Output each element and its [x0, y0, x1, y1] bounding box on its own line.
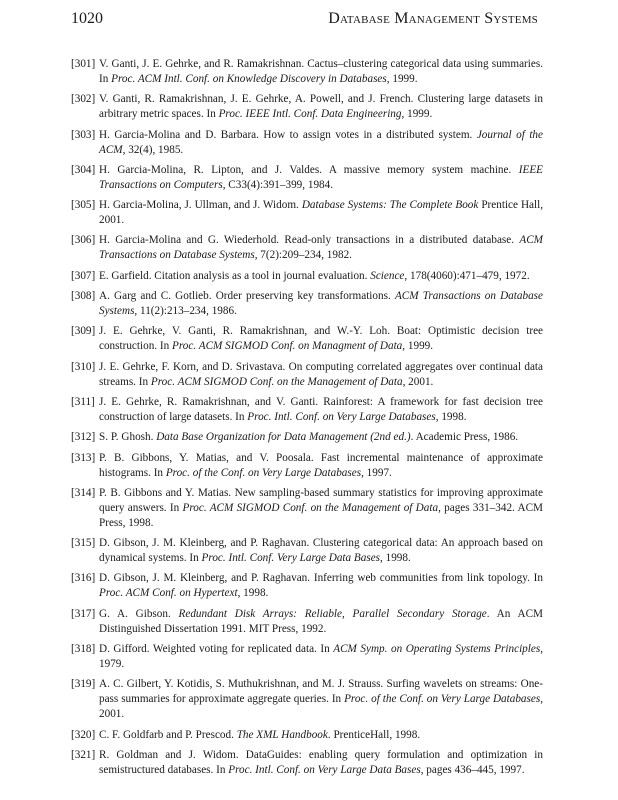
reference-segment: H. Garcia-Molina, J. Ullman, and J. Widom. [99, 199, 302, 212]
reference-number: [302] [71, 93, 96, 106]
reference-entry [71, 57, 543, 87]
reference-venue: Proc. IEEE Intl. Conf. Data Engineering [218, 108, 402, 121]
reference-venue: Database Systems: The Complete Book [301, 199, 479, 212]
reference-text [99, 198, 543, 228]
reference-segment: V. Ganti, R. Ramakrishnan, J. E. Gehrke, A. Powell, and J. French. Clustering large datasets in arbitrary metric spaces. In [99, 93, 543, 121]
page-number: 1020 [71, 10, 103, 27]
reference-venue: ACM Transactions on Database Systems [99, 234, 543, 262]
reference-number: [318] [71, 643, 96, 656]
reference-entry [71, 486, 543, 531]
reference-segment: P. B. Gibbons and Y. Matias. New sampling-based summary statistics for improving approximate query answers. In [99, 486, 543, 514]
reference-number: [305] [71, 199, 96, 212]
reference-venue: ACM Transactions on Database Systems [99, 290, 543, 318]
reference-number: [310] [71, 360, 96, 373]
reference-segment: , 1999. [386, 73, 418, 85]
reference-segment: G. A. Gibson. [99, 607, 179, 620]
reference-venue: Proc. Intl. Conf. on Very Large Data Bases [228, 763, 421, 776]
reference-venue: Proc. Intl. Conf. Very Large Data Bases [201, 552, 381, 565]
reference-entry [71, 233, 543, 263]
reference-text [99, 289, 543, 319]
reference-text [99, 233, 543, 263]
reference-segment: H. Garcia-Molina and G. Wiederhold. Read-only transactions in a distributed database. [99, 234, 520, 247]
reference-entry [71, 198, 543, 228]
reference-text [99, 607, 543, 637]
reference-venue: Proc. of the Conf. on Very Large Databases [344, 693, 541, 706]
reference-entry [71, 324, 543, 354]
reference-venue: Proc. ACM Intl. Conf. on Knowledge Discovery in Databases [111, 73, 387, 85]
reference-venue: Journal of the ACM [99, 128, 543, 156]
reference-segment: , 178(4060):471–479, 1972. [404, 269, 530, 282]
reference-venue: Redundant Disk Arrays: Reliable, Parallel Secondary Storage [178, 607, 487, 620]
reference-venue: Data Base Organization for Data Management (2nd ed.) [156, 431, 411, 444]
reference-venue: Proc. Intl. Conf. on Very Large Databases [247, 410, 436, 423]
reference-number: [303] [71, 128, 96, 141]
reference-number: [309] [71, 325, 96, 338]
reference-venue: IEEE Transactions on Computers [99, 163, 543, 191]
reference-number: [319] [71, 678, 96, 691]
reference-text [99, 128, 543, 158]
reference-entry [71, 571, 543, 601]
reference-entry [71, 360, 543, 390]
reference-text [99, 395, 543, 425]
reference-segment: , 1999. [402, 340, 434, 353]
reference-entry [71, 728, 543, 743]
reference-venue: The XML Handbook [236, 728, 328, 741]
reference-entry [71, 269, 543, 284]
reference-number: [316] [71, 572, 96, 585]
reference-segment: V. Ganti, J. E. Gehrke, and R. Ramakrishnan. Cactus–clustering categorical data using summaries. In [99, 58, 543, 85]
reference-segment: , pages 331–342. ACM Press, 1998. [99, 501, 544, 529]
reference-segment: , C33(4):391–399, 1984. [222, 178, 334, 191]
reference-segment: H. Garcia-Molina and D. Barbara. How to assign votes in a distributed system. [99, 128, 477, 141]
reference-number: [313] [71, 451, 96, 464]
running-title: Database Management Systems [328, 10, 538, 27]
reference-entry [71, 451, 543, 481]
reference-number: [314] [71, 486, 96, 499]
reference-number: [304] [71, 163, 96, 176]
reference-segment: . An ACM Distinguished Dissertation 1991. MIT Press, 1992. [99, 607, 543, 635]
reference-segment: , pages 436–445, 1997. [420, 763, 525, 776]
reference-entry [71, 395, 543, 425]
reference-text [99, 677, 543, 722]
reference-number: [317] [71, 607, 96, 620]
reference-segment: , 1997. [361, 466, 392, 479]
reference-text [99, 269, 543, 284]
reference-text [99, 430, 543, 445]
reference-entry [71, 92, 543, 122]
reference-segment: E. Garfield. Citation analysis as a tool in journal evaluation. [99, 269, 371, 282]
reference-segment: , 1998. [435, 410, 467, 423]
reference-text [99, 748, 543, 778]
reference-venue: Science [370, 269, 405, 282]
reference-venue: Proc. ACM Conf. on Hypertext [99, 587, 238, 600]
reference-number: [315] [71, 537, 96, 550]
reference-segment: . PrenticeHall, 1998. [327, 728, 421, 741]
reference-segment: H. Garcia-Molina, R. Lipton, and J. Valdes. A massive memory system machine. [99, 163, 519, 176]
reference-venue: Proc. ACM SIGMOD Conf. on the Management of Data [182, 501, 439, 514]
reference-segment: J. E. Gehrke, R. Ramakrishnan, and V. Ganti. Rainforest: A framework for fast decision tree construction of large datasets. In [99, 395, 543, 423]
reference-number: [307] [71, 269, 96, 282]
reference-segment: , 2001. [402, 375, 434, 388]
reference-number: [301] [71, 58, 96, 70]
reference-segment: , 1979. [99, 643, 543, 671]
reference-segment: Prentice Hall, 2001. [99, 199, 544, 227]
reference-segment: P. B. Gibbons, Y. Matias, and V. Poosala. Fast incremental maintenance of approximate histograms. In [99, 451, 543, 479]
reference-segment: , 7(2):209–234, 1982. [254, 249, 352, 262]
reference-venue: ACM Symp. on Operating Systems Principles [333, 643, 541, 656]
reference-text [99, 728, 543, 743]
reference-venue: Proc. ACM SIGMOD Conf. on Managment of Data [172, 340, 403, 353]
reference-number: [308] [71, 290, 96, 303]
reference-venue: Proc. ACM SIGMOD Conf. on the Management of Data [150, 375, 403, 388]
reference-segment: A. Garg and C. Gotlieb. Order preserving key transformations. [99, 290, 395, 303]
reference-entry [71, 748, 543, 778]
reference-segment: , 2001. [99, 693, 543, 721]
reference-segment: D. Gifford. Weighted voting for replicated data. In [99, 643, 334, 656]
reference-entry [71, 430, 543, 445]
reference-segment: . Academic Press, 1986. [410, 431, 519, 444]
reference-entry [71, 163, 543, 193]
reference-entry [71, 536, 543, 566]
reference-entry [71, 607, 543, 637]
page-header [71, 10, 538, 32]
reference-segment: , 1998. [380, 552, 411, 565]
reference-segment: J. E. Gehrke, F. Korn, and D. Srivastava. On computing correlated aggregates over continual data streams. In [99, 360, 543, 388]
reference-segment: , 1999. [401, 108, 433, 121]
reference-text [99, 360, 543, 390]
reference-text [99, 163, 543, 193]
reference-entry [71, 289, 543, 319]
reference-segment: D. Gibson, J. M. Kleinberg, and P. Raghavan. Inferring web communities from link topology. In [99, 572, 543, 585]
reference-venue: Proc. of the Conf. on Very Large Databases [165, 466, 362, 479]
reference-number: [306] [71, 234, 96, 247]
reference-segment: D. Gibson, J. M. Kleinberg, and P. Raghavan. Clustering categorical data: An approach based on dynamical systems. In [99, 537, 543, 565]
reference-segment: , 1998. [237, 587, 269, 600]
reference-text [99, 451, 543, 481]
reference-number: [320] [71, 728, 96, 741]
reference-segment: , 11(2):213–234, 1986. [134, 305, 237, 318]
reference-text [99, 536, 543, 566]
reference-text [99, 92, 543, 122]
reference-number: [311] [71, 395, 95, 408]
reference-list [71, 57, 543, 783]
reference-segment: C. F. Goldfarb and P. Prescod. [99, 728, 237, 741]
reference-segment: S. P. Ghosh. [99, 431, 157, 444]
reference-entry [71, 642, 543, 672]
reference-text [99, 571, 543, 601]
reference-entry [71, 677, 543, 722]
reference-text [99, 642, 543, 672]
reference-segment: R. Goldman and J. Widom. DataGuides: enabling query formulation and optimization in semistructured databases. In [99, 748, 543, 776]
reference-entry [71, 128, 543, 158]
reference-text [99, 57, 543, 87]
reference-segment: , 32(4), 1985. [122, 143, 184, 156]
reference-segment: A. C. Gilbert, Y. Kotidis, S. Muthukrishnan, and M. J. Strauss. Surfing wavelets on streams: One-pass summaries for approximate aggregate queries. In [99, 678, 543, 706]
reference-text [99, 324, 543, 354]
reference-number: [321] [71, 748, 96, 761]
reference-segment: J. E. Gehrke, V. Ganti, R. Ramakrishnan, and W.-Y. Loh. Boat: Optimistic decision tree construction. In [99, 325, 543, 353]
reference-text [99, 486, 543, 531]
reference-number: [312] [71, 431, 96, 444]
